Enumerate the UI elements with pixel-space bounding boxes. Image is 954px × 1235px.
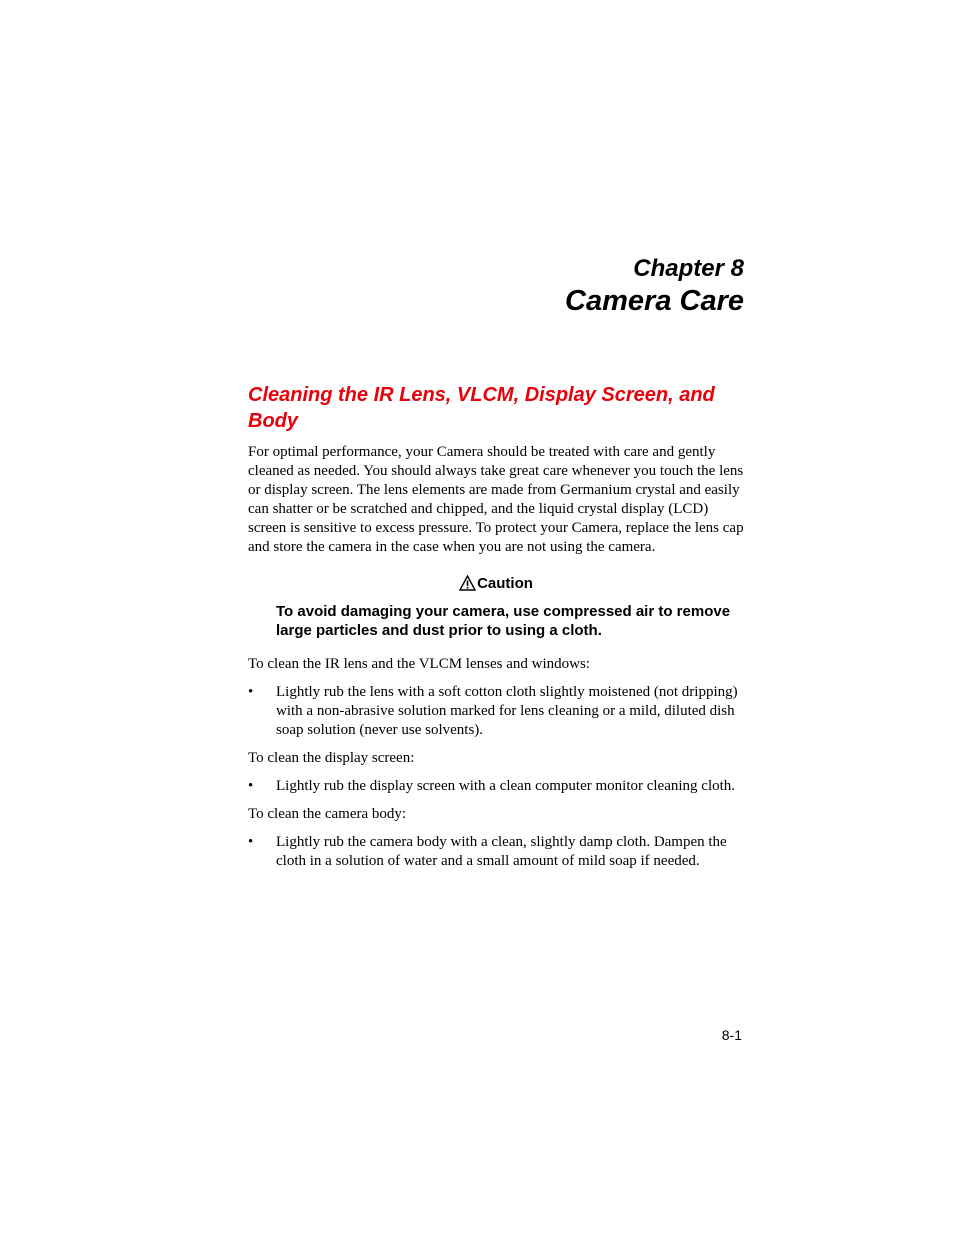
warning-triangle-icon bbox=[459, 575, 476, 591]
bullet-list bbox=[248, 833, 744, 871]
instruction-group-display bbox=[248, 749, 744, 796]
list-item bbox=[248, 683, 744, 740]
instruction-intro: To clean the display screen: bbox=[248, 750, 415, 766]
intro-paragraph: For optimal performance, your Camera should be treated with care and gently cleaned as needed. You should always take great care whenever you touch the lens or display screen. The lens elements are made from Germanium crystal and easily can shatter or be scratched and chipped, and the liquid crystal display (LCD) screen is sensitive to excess pressure. To protect your Camera, replace the lens cap and store the camera in the case when you are not using the camera. bbox=[248, 444, 744, 555]
bullet-marker: • bbox=[248, 684, 254, 700]
bullet-marker: • bbox=[248, 778, 254, 794]
bullet-list bbox=[248, 777, 744, 796]
section-heading: Cleaning the IR Lens, VLCM, Display Screen, and Body bbox=[248, 384, 715, 432]
main-content bbox=[248, 382, 744, 880]
instruction-group-ir-lens bbox=[248, 655, 744, 740]
caution-block bbox=[248, 574, 744, 640]
instruction-group-body bbox=[248, 805, 744, 871]
list-item bbox=[248, 833, 744, 871]
bullet-text: Lightly rub the camera body with a clean, slightly damp cloth. Dampen the cloth in a solution of water and a small amount of mild soap if needed. bbox=[276, 834, 727, 869]
chapter-header bbox=[565, 254, 744, 318]
instruction-intro: To clean the camera body: bbox=[248, 806, 407, 822]
instruction-intro: To clean the IR lens and the VLCM lenses and windows: bbox=[248, 656, 590, 672]
caution-label: Caution bbox=[477, 575, 533, 592]
caution-heading bbox=[248, 574, 744, 594]
chapter-title: Camera Care bbox=[565, 285, 744, 317]
bullet-text: Lightly rub the lens with a soft cotton cloth slightly moistened (not dripping) with a non-abrasive solution marked for lens cleaning or a mild, diluted dish soap solution (never use solvents). bbox=[276, 684, 738, 738]
page-number: 8-1 bbox=[721, 1027, 742, 1043]
list-item bbox=[248, 777, 744, 796]
bullet-text: Lightly rub the display screen with a clean computer monitor cleaning cloth. bbox=[276, 778, 736, 794]
caution-text: To avoid damaging your camera, use compressed air to remove large particles and dust prior to using a cloth. bbox=[276, 603, 731, 639]
chapter-label: Chapter 8 bbox=[633, 255, 744, 282]
bullet-list bbox=[248, 683, 744, 740]
bullet-marker: • bbox=[248, 834, 254, 850]
